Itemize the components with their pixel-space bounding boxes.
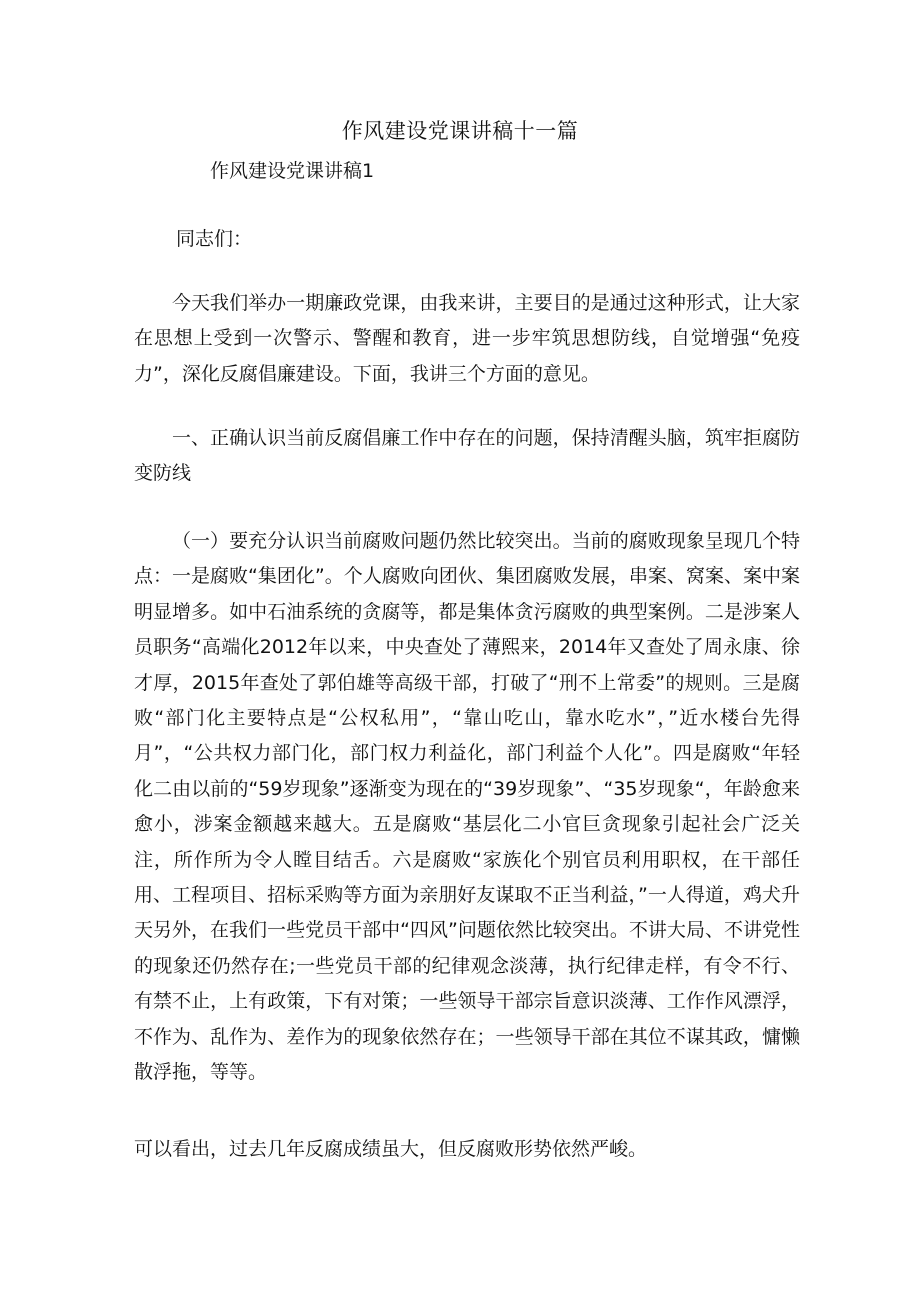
document-title: 作风建设党课讲稿十一篇 [341, 119, 579, 143]
paragraph-corruption-features: （一）要充分认识当前腐败问题仍然比较突出。当前的腐败现象呈现几个特点：一是腐败“集团化”。个人腐败向团伙、集团腐败发展，串案、窝案、案中案明显增多。如中石油系统的贪腐等，都是集体贪污腐败的典型案例。二是涉案人员职务“高端化2012年以来，中央查处了薄熙来，2014年又查处了周永康、徐才厚，2015年查处了郭伯雄等高级干部，打破了“刑不上常委”的规则。三是腐败“部门化主要特点是“公权私用”，“靠山吃山，靠水吃水”，”近水楼台先得月”，“公共权力部门化，部门权力利益化，部门利益个人化”。四是腐败“年轻化二由以前的“59岁现象”逐渐变为现在的“39岁现象”、“35岁现象“，年龄愈来愈小，涉案金额越来越大。五是腐败“基层化二小官巨贪现象引起社会广泛关注，所作所为令人瞠目结舌。六是腐败“家族化个别官员利用职权，在干部任用、工程项目、招标采购等方面为亲朋好友谋取不正当利益，”一人得道，鸡犬升天另外，在我们一些党员干部中“四风”问题依然比较突出。不讲大局、不讲党性的现象还仍然存在;一些党员干部的纪律观念淡薄，执行纪律走样，有令不行、有禁不止，上有政策，下有对策；一些领导干部宗旨意识淡薄、工作作风漂浮，不作为、乱作为、差作为的现象依然存在；一些领导干部在其位不谋其政，慵懒散浮拖，等等。 [134, 530, 800, 1084]
paragraph-intro: 今天我们举办一期廉政党课，由我来讲，主要目的是通过这种形式，让大家在思想上受到一次警示、警醒和教育，进一步牢筑思想防线，自觉增强“免疫力”，深化反腐倡廉建设。下面，我讲三个方面的意见。 [134, 292, 800, 385]
document-subtitle: 作风建设党课讲稿1 [210, 160, 375, 182]
paragraph-section-heading: 一、正确认识当前反腐倡廉工作中存在的问题，保持清醒头脑，筑牢拒腐防变防线 [134, 427, 800, 485]
salutation: 同志们： [176, 228, 253, 250]
paragraph-conclusion: 可以看出，过去几年反腐成绩虽大，但反腐败形势依然严峻。 [134, 1138, 648, 1160]
